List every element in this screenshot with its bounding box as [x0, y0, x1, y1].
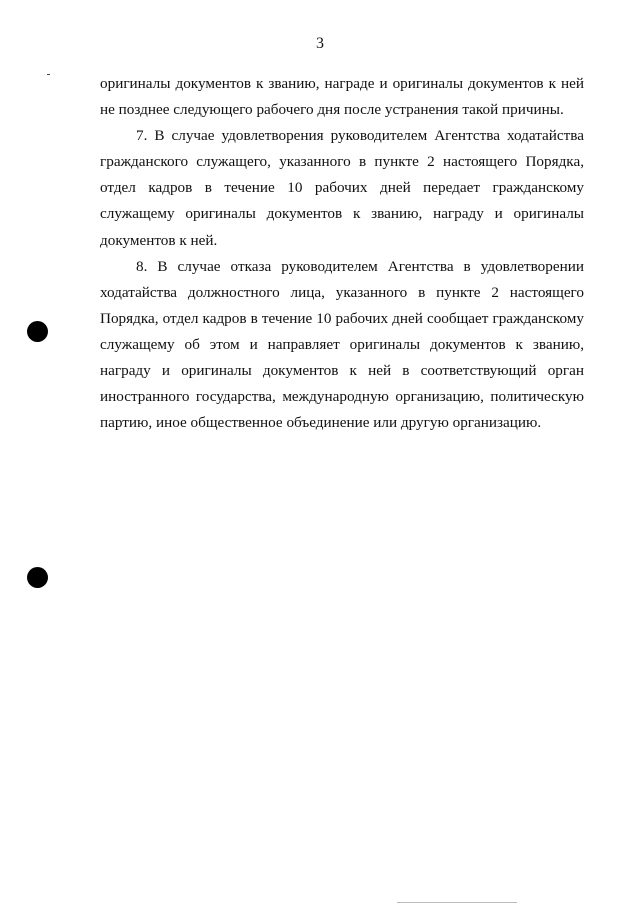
document-body	[100, 71, 584, 436]
paragraph-item-7: 7. В случае удовлетворения руководителем Агентства ходатайства гражданского служащего, указанного в пункте 2 настоящего Порядка, отдел кадров в течение 10 рабочих дней передает гражданскому служащему оригиналы документов к званию, награду и оригиналы документов к ней.	[100, 127, 584, 249]
paragraph-item-8: 8. В случае отказа руководителем Агентства в удовлетворении ходатайства должностного лица, указанного в пункте 2 настоящего Порядка, отдел кадров в течение 10 рабочих дней сообщает гражданскому служащему об этом и направляет оригиналы документов к званию, награду и оригиналы документов к ней в соответствующий орган иностранного государства, международную организацию, политическую партию, иное общественное объединение или другую организацию.	[100, 257, 584, 432]
punch-hole-bottom	[27, 567, 48, 588]
punch-hole-top	[27, 321, 48, 342]
paragraph-continuation: оригиналы документов к званию, награде и оригиналы документов к ней не позднее следующего рабочего дня после устранения такой причины.	[100, 75, 584, 119]
scan-edge-line	[397, 902, 517, 903]
page-number: 3	[316, 35, 324, 52]
scan-speck	[47, 74, 50, 75]
